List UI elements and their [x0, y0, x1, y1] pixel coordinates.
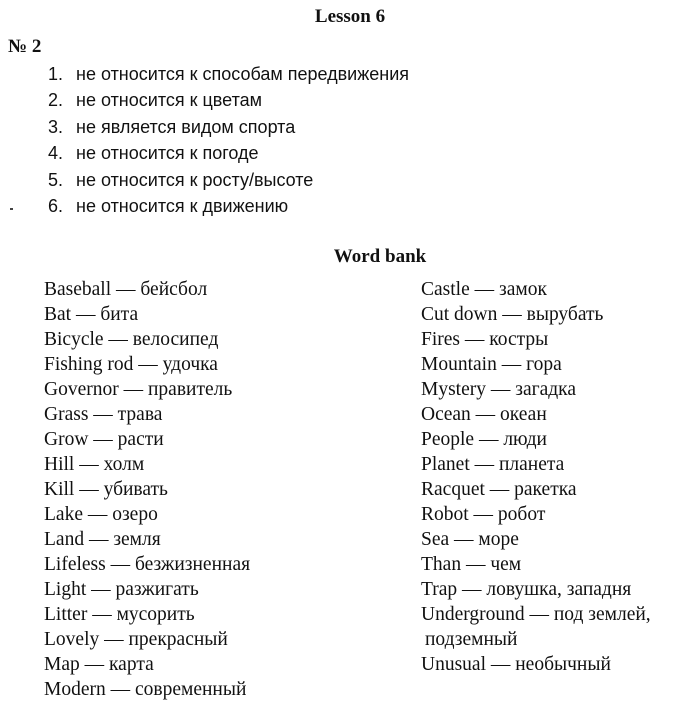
word-entry: Governor — правитель [44, 379, 233, 400]
word-entry: Underground — под землей, [421, 604, 651, 625]
exercise-item [48, 168, 409, 194]
word-entry: Grass — трава [44, 404, 163, 425]
word-entry: Planet — планета [421, 454, 565, 475]
word-entry: Than — чем [421, 554, 522, 575]
word-entry: Robot — робот [421, 504, 546, 525]
word-entry: Fires — костры [421, 329, 549, 350]
item-text: не является видом спорта [76, 116, 296, 137]
lesson-title: Lesson 6 [314, 6, 386, 27]
word-entry: Litter — мусорить [44, 604, 195, 625]
word-bank-title: Word bank [333, 246, 427, 267]
word-bank-right-column [421, 278, 651, 678]
word-entry: Grow — расти [44, 429, 164, 450]
word-entry: Map — карта [44, 654, 154, 675]
word-bank-left-column [44, 278, 250, 703]
exercise-item [48, 141, 409, 167]
word-entry: Lovely — прекрасный [44, 629, 228, 650]
item-text: не относится к погоде [76, 143, 259, 164]
item-text: не относится к способам передвижения [76, 64, 410, 84]
word-entry: Cut down — вырубать [421, 304, 604, 325]
word-entry: Hill — холм [44, 454, 145, 475]
exercise-item [48, 88, 409, 114]
word-entry: Lifeless — безжизненная [44, 554, 251, 575]
exercise-item [48, 62, 409, 88]
word-entry: Mystery — загадка [421, 379, 577, 400]
exercise-list [48, 62, 409, 220]
item-text: не относится к движению [76, 195, 289, 216]
word-entry: Sea — море [421, 529, 519, 550]
word-entry-continuation: подземный [425, 629, 518, 650]
word-entry: Trap — ловушка, западня [421, 579, 632, 600]
word-entry: Mountain — гора [421, 354, 562, 375]
word-entry: Light — разжигать [44, 579, 199, 600]
exercise-number: № 2 [8, 36, 42, 57]
word-entry: Bicycle — велосипед [44, 329, 219, 350]
item-number: 3. [48, 116, 64, 137]
item-text: не относится к цветам [76, 90, 262, 111]
item-number: 6. [48, 195, 64, 216]
word-entry: Modern — современный [44, 679, 247, 700]
word-entry: Baseball — бейсбол [44, 279, 208, 300]
word-entry: Unusual — необычный [421, 654, 611, 675]
exercise-item [48, 194, 409, 220]
word-entry: Bat — бита [44, 304, 139, 325]
word-entry: Lake — озеро [44, 504, 158, 525]
item-number: 4. [48, 143, 64, 164]
item-number: 2. [48, 90, 64, 111]
word-entry: Ocean — океан [421, 404, 547, 425]
word-entry: Castle — замок [421, 279, 547, 300]
word-entry: People — люди [421, 429, 547, 450]
item-text: не относится к росту/высоте [76, 169, 314, 190]
word-entry: Kill — убивать [44, 479, 168, 500]
word-entry: Land — земля [44, 529, 161, 550]
scan-speck [10, 208, 13, 210]
word-entry: Fishing rod — удочка [44, 354, 218, 375]
word-entry: Racquet — ракетка [421, 479, 577, 500]
item-number: 1. [48, 64, 64, 84]
exercise-item [48, 115, 409, 141]
item-number: 5. [48, 169, 64, 190]
